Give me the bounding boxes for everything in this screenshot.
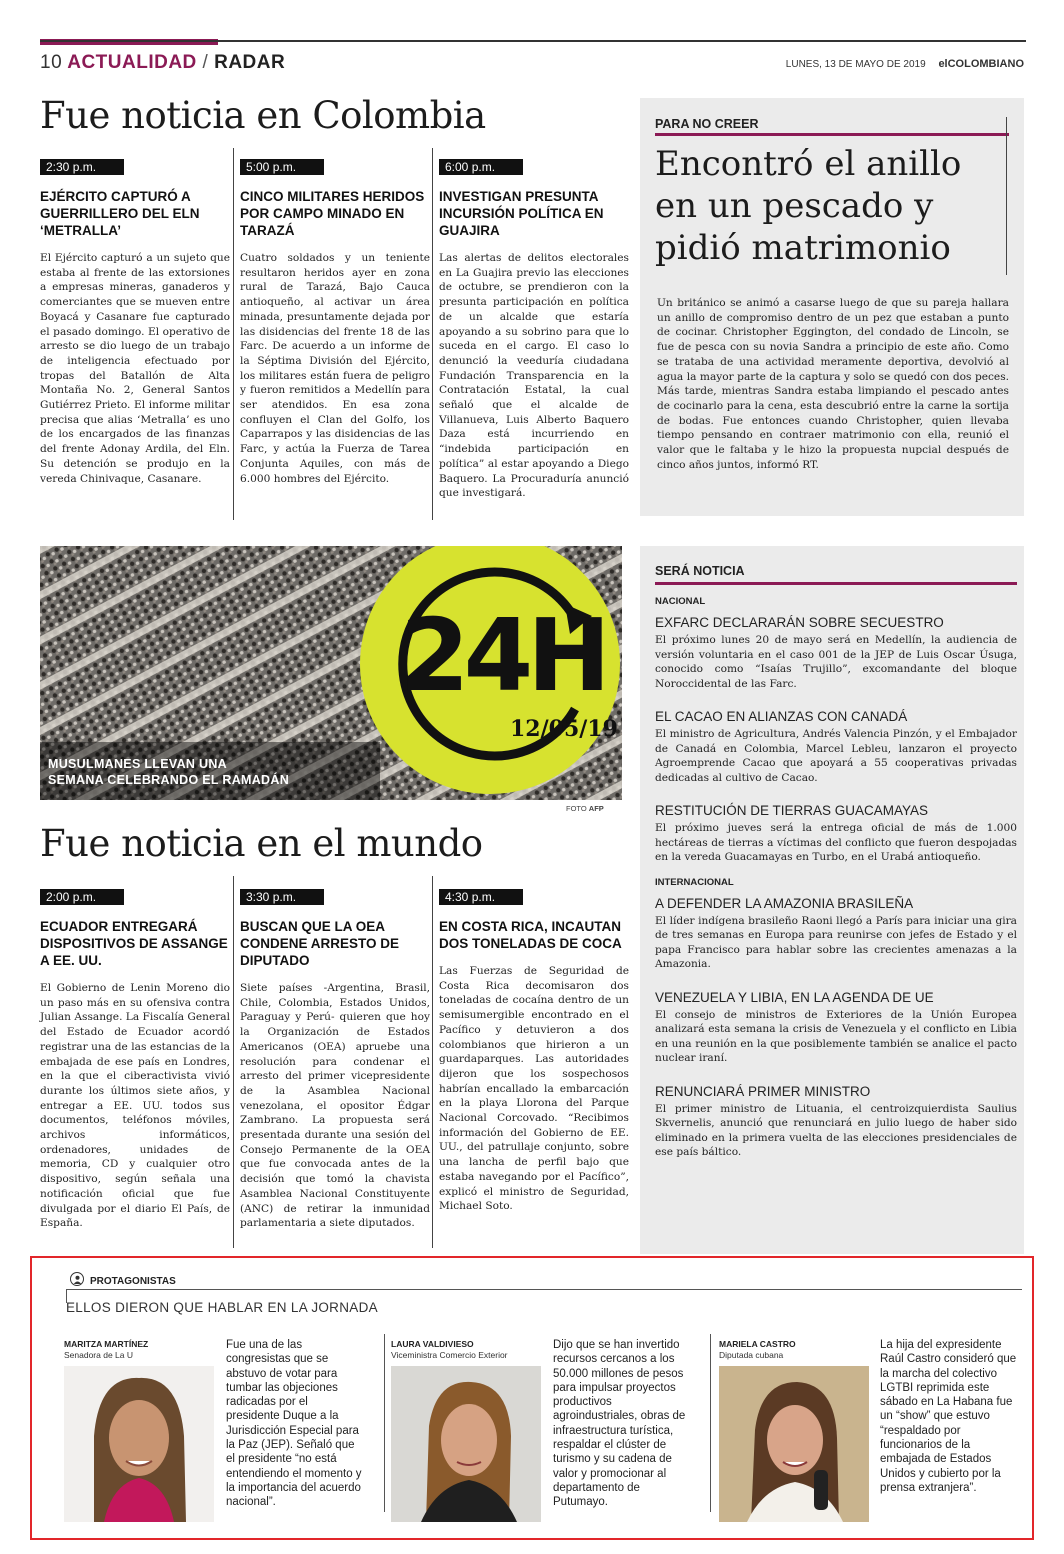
sera-noticia-item-body: El ministro de Agricultura, Andrés Valencia Pinzón, y el Embajador de Canadá en Colombia, Marcel Lebleu, lanzaron el proyecto Agroemprende Cacao que apoyará a 55 cooperativas privadas dedicadas al cultivo de Cacao. bbox=[655, 728, 1017, 784]
section-separator: / bbox=[202, 52, 209, 73]
sera-noticia-item-body: El consejo de ministros de Exteriores de la Unión Europea analizará esta semana la crisis de Venezuela y el conflicto en Libia en una reunión en la que posiblemente también se analice el pacto nuclear iraní. bbox=[655, 1008, 1017, 1064]
story-headline: EN COSTA RICA, INCAUTAN DOS TONELADAS DE COCA bbox=[439, 919, 622, 951]
mundo-story-2 bbox=[240, 888, 430, 1231]
sera-noticia-item-body: El próximo jueves será la entrega oficial de más de 1.000 hectáreas de tierras a víctimas del conflicto que fueron despojadas en la vereda Guacamayas en Turbo, en el Urabá antioqueño. bbox=[655, 822, 1017, 863]
sera-noticia-item-title: EXFARC DECLARARÁN SOBRE SECUESTRO bbox=[655, 615, 944, 630]
colombia-story-1 bbox=[40, 158, 230, 486]
para-no-creer-title: Encontró el anillo en un pescado y pidió matrimonio bbox=[655, 144, 962, 268]
protagonista-quote: Fue una de las congresistas que se abstuvo de votar para tumbar las objeciones radicadas por el presidente Duque a la Jurisdicción Especial para la Paz (JEP). Señaló que el presidente “no está entendiendo el momento y la importancia del acuerdo nacional”. bbox=[226, 1339, 362, 1509]
para-no-creer-label: PARA NO CREER bbox=[655, 117, 759, 131]
protagonista-divider bbox=[710, 1334, 711, 1512]
sera-noticia-item-title: RESTITUCIÓN DE TIERRAS GUACAMAYAS bbox=[655, 803, 929, 818]
sera-noticia-item-title: VENEZUELA Y LIBIA, EN LA AGENDA DE UE bbox=[655, 989, 934, 1005]
mundo-story-1 bbox=[40, 888, 230, 1231]
internacional-label: INTERNACIONAL bbox=[655, 876, 734, 888]
section-name: ACTUALIDAD bbox=[67, 52, 197, 73]
para-no-creer-rule bbox=[655, 133, 1009, 136]
photo-credit bbox=[566, 804, 604, 813]
protagonistas-subtitle: ELLOS DIERON QUE HABLAR EN LA JORNADA bbox=[66, 1300, 378, 1315]
protagonista-role: Viceministra Comercio Exterior bbox=[391, 1350, 508, 1360]
protagonista-role: Senadora de La U bbox=[64, 1350, 133, 1360]
protagonistas-rule bbox=[66, 1289, 1022, 1290]
sera-noticia-item-title: A DEFENDER LA AMAZONIA BRASILEÑA bbox=[655, 895, 914, 911]
page-number: 10 bbox=[40, 52, 63, 73]
time-badge: 4:30 p.m. bbox=[439, 889, 523, 905]
protagonista-photo bbox=[719, 1366, 869, 1522]
colombia-title: Fue noticia en Colombia bbox=[40, 94, 486, 137]
sera-noticia-label: SERÁ NOTICIA bbox=[655, 564, 745, 578]
column-divider bbox=[233, 148, 234, 520]
protagonista-quote: La hija del expresidente Raúl Castro consideró que la marcha del colectivo LGTBI reprimida este sábado en La Habana fue un “show” que estuvo “respaldado por funcionarios de la embajada de Estados Unidos y cubierto por la prensa extranjera”. bbox=[880, 1339, 1017, 1494]
issue-date: LUNES, 13 DE MAYO DE 2019 bbox=[785, 59, 926, 70]
subsection-name: RADAR bbox=[214, 52, 286, 73]
photo-caption bbox=[48, 756, 289, 788]
colombia-story-2 bbox=[240, 158, 430, 486]
time-badge: 2:00 p.m. bbox=[40, 889, 124, 905]
protagonista-quote: Dijo que se han invertido recursos cercanos a los 50.000 millones de pesos para impulsar proyectos productivos agroindustriales, obras de infraestructura turística, respaldar el clúster de turismo y su cadena de valor y promocionar al departamento de Putumayo. bbox=[553, 1339, 686, 1509]
column-divider bbox=[233, 876, 234, 1248]
story-headline: EJÉRCITO CAPTURÓ A GUERRILLERO DEL ELN ‘METRALLA’ bbox=[40, 189, 200, 238]
badge-24h-text: 24H bbox=[400, 597, 605, 714]
time-badge: 6:00 p.m. bbox=[439, 159, 523, 175]
protagonista-name: MARITZA MARTÍNEZ bbox=[64, 1339, 149, 1349]
time-badge: 5:00 p.m. bbox=[240, 159, 324, 175]
sera-noticia-item-title: EL CACAO EN ALIANZAS CON CANADÁ bbox=[655, 709, 908, 724]
para-no-creer-vertical-rule bbox=[1006, 117, 1007, 275]
protagonista-photo bbox=[391, 1366, 541, 1522]
mundo-title: Fue noticia en el mundo bbox=[40, 822, 483, 865]
para-no-creer-body: Un británico se animó a casarse luego de que su pareja hallara un anillo de compromiso dentro de un pez que estaban a punto de cocinar. Christopher Eggington, del condado de Lincoln, se fue de pesca con su novia Sandra a principio de este año. Como se trataba de una actividad meramente deportiva, devolvió al agua la mayor parte de la captura y solo se quedó con dos peces. Más tarde, mientras Sandra estaba limpiando el pescado antes de cocinarlo para la cena, esta descubrió entre la carne la sortija de bodas. Fue entonces cuando Christopher, quien llevaba tiempo pensando en contraer matrimonio con ella, reunió el valor que le faltaba y le hizo la propuesta nupcial después de cinco años juntos, informó RT. bbox=[657, 297, 1009, 471]
mundo-story-3 bbox=[439, 888, 629, 1214]
section-header bbox=[40, 52, 285, 74]
story-headline: CINCO MILITARES HERIDOS POR CAMPO MINADO EN TARAZÁ bbox=[240, 189, 425, 238]
sera-noticia-item-body: El próximo lunes 20 de mayo será en Medellín, la audiencia de versión voluntaria en el caso 001 de la JEP de Luis Oscar Úsuga, conocido como “Isaías Trujillo”, excomandante del bloque Noroccidental de las Farc. bbox=[655, 634, 1017, 690]
protagonista-divider bbox=[384, 1334, 385, 1512]
sera-noticia-item-body: El líder indígena brasileño Raoni llegó a París para iniciar una gira de tres semanas en Europa para reunirse con jefes de Estado y el papa Francisco para hablar sobre las crecientes amenazas a la Amazonia. bbox=[655, 914, 1017, 970]
nacional-label: NACIONAL bbox=[655, 596, 706, 607]
story-body: Las Fuerzas de Seguridad de Costa Rica decomisaron dos toneladas de cocaína dentro de un semisumergible encontrado en el Pacífico y detuvieron a dos colombianos que hirieron a un guardaparques. Las autoridades dijeron que los sospechosos habrían encallado la embarcación en la playa Llorona del Parque Nacional Corcovado. “Recibimos información del Gobierno de EE. UU., del patrullaje conjunto, sobre una lancha de perfil bajo que estaba navegando por el Pacífico”, explicó el ministro de Seguridad, Michael Soto. bbox=[439, 965, 629, 1213]
story-body: El Gobierno de Lenin Moreno dio un paso más en su ofensiva contra Julian Assange. La Fiscalía General del Estado de Ecuador acordó registrar una de las estancias de la embajada de ese país en Londres, en la que el ciberactivista vivió durante los últimos siete años, y entregar a EE. UU. todos sus documentos, teléfonos móviles, archivos informáticos, ordenadores, unidades de memoria, CD y cualquier otro dispositivo, según señala una notificación oficial que fue divulgada por el diario El País, de España. bbox=[40, 982, 230, 1230]
credit-source: AFP bbox=[588, 804, 604, 813]
badge-date: 12/05/19 bbox=[510, 716, 618, 742]
sera-noticia-content bbox=[655, 594, 1017, 1178]
column-divider bbox=[432, 148, 433, 520]
story-headline: ECUADOR ENTREGARÁ DISPOSITIVOS DE ASSANGE A EE. UU. bbox=[40, 919, 228, 968]
time-badge: 2:30 p.m. bbox=[40, 159, 124, 175]
story-body: Siete países -Argentina, Brasil, Chile, Colombia, Estados Unidos, Paraguay y Perú- quieren que hoy la Organización de Estados Americanos (OEA) apruebe una resolución para condenar el arresto del primer vicepresidente de la Asamblea Nacional venezolana, el opositor Édgar Zambrano. La propuesta será presentada durante una sesión del Consejo Permanente de la OEA que fue convocada antes de la decisión que tomó la chavista Asamblea Nacional Constituyente (ANC) de retirar la inmunidad parlamentaria a siete diputados. bbox=[240, 982, 430, 1230]
story-body: El Ejército capturó a un sujeto que estaba al frente de las extorsiones a empresas mineras, ganaderos y comerciantes que se mueven entre Boyacá y Casanare fue capturado el pasado domingo. El operativo de arresto se dio luego de un trabajo de inteligencia efectuado por tropas del Batallón de Alta Montaña No. 2, General Santos Gutiérrez Prieto. El informe militar precisa que alias ‘Metralla’ es uno de los encargados de las finanzas del frente Adonay Ardila, del Eln. Su detención se produjo en la vereda Chinivaque, Casanare. bbox=[40, 252, 230, 485]
protagonista-name: MARIELA CASTRO bbox=[719, 1339, 796, 1349]
protagonista-photo bbox=[64, 1366, 214, 1522]
photo-caption-line-2: SEMANA CELEBRANDO EL RAMADÁN bbox=[48, 773, 290, 787]
sera-noticia-rule bbox=[655, 582, 1017, 585]
sera-noticia-item-title: RENUNCIARÁ PRIMER MINISTRO bbox=[655, 1083, 871, 1099]
story-body: Las alertas de delitos electorales en La Guajira previo las elecciones de octubre, se prendieron con la presunta participación en política de un alcalde que estaría apoyando a su sobrino para que lo suceda en el cargo. El caso lo denunció la veeduría ciudadana Fundación Transparencia en la Contratación Estatal, la cual señaló que el alcalde de Villanueva, Luis Alberto Baquero Daza está incurriendo en “indebida participación en política” al estar apoyando a Diego Baquero. La Procuraduría anunció que investigará. bbox=[439, 252, 629, 500]
protagonista-name: LAURA VALDIVIESO bbox=[391, 1339, 474, 1349]
credit-label: FOTO bbox=[566, 804, 587, 813]
masthead bbox=[786, 58, 1024, 70]
sera-noticia-item-body: El primer ministro de Lituania, el centroizquierdista Saulius Skvernelis, anunció que renunciará en julio luego de haber sido eliminado en la primera vuelta de las elecciones presidenciales de ese país báltico. bbox=[655, 1102, 1017, 1158]
colombia-story-3 bbox=[439, 158, 629, 501]
story-headline: BUSCAN QUE LA OEA CONDENE ARRESTO DE DIPUTADO bbox=[240, 919, 400, 968]
newspaper-name: elCOLOMBIANO bbox=[938, 58, 1024, 70]
photo-caption-line-1: MUSULMANES LLEVAN UNA bbox=[48, 757, 227, 771]
column-divider bbox=[432, 876, 433, 1248]
protagonista-role: Diputada cubana bbox=[719, 1350, 784, 1360]
person-icon bbox=[70, 1272, 84, 1286]
story-headline: INVESTIGAN PRESUNTA INCURSIÓN POLÍTICA EN GUAJIRA bbox=[439, 189, 604, 238]
time-badge: 3:30 p.m. bbox=[240, 889, 324, 905]
header-rule bbox=[40, 40, 1026, 42]
story-body: Cuatro soldados y un teniente resultaron heridos ayer en zona rural de Tarazá, Bajo Cauca antioqueño, al activar un área minada, presuntamente dejada por las disidencias del frente 18 de las Farc. De acuerdo a un informe de la Séptima División del Ejército, los militares están fuera de peligro y fueron remitidos a Medellín para ser atendidos. En esa zona confluyen el Clan del Golfo, los Caparrapos y las disidencias de las Farc, y actúa la Fuerza de Tarea Conjunta Aquiles, con más de 6.000 hombres del Ejército. bbox=[240, 252, 430, 485]
protagonistas-label: PROTAGONISTAS bbox=[90, 1276, 176, 1287]
